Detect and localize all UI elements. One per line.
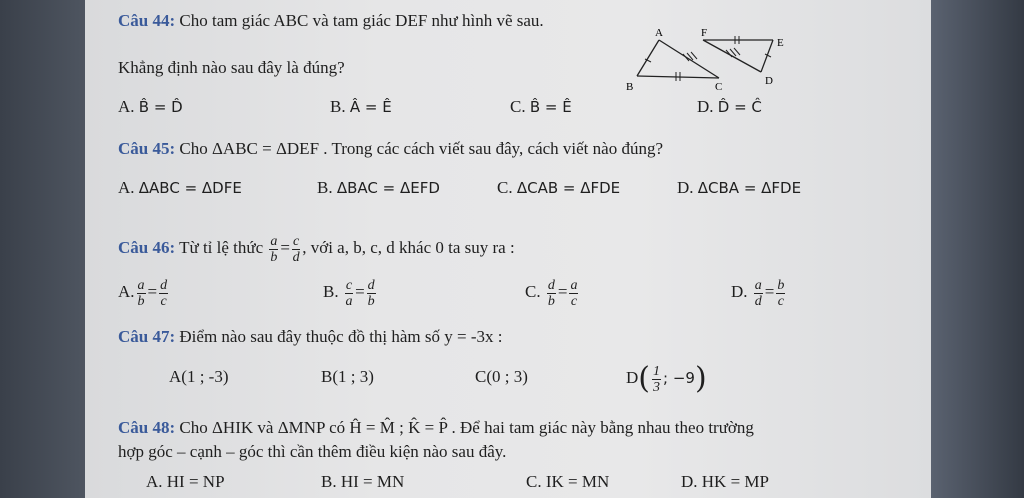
question-44-option-a[interactable]: A. B̂ = D̂ <box>118 97 183 116</box>
question-48 <box>118 418 754 438</box>
figure-label-f: F <box>701 27 708 39</box>
figure-label-e: E <box>777 37 784 49</box>
question-45-option-c[interactable]: C. ΔCAB = ΔFDE <box>497 178 621 197</box>
question-number: Câu 45: <box>118 139 176 158</box>
question-47-option-b[interactable]: B(1 ; 3) <box>321 367 374 386</box>
question-45-option-d[interactable]: D. ΔCBA = ΔFDE <box>677 178 802 197</box>
question-text: Cho tam giác ABC và tam giác DEF như hình vẽ sau. <box>175 11 544 30</box>
question-46-option-b[interactable]: B. $\frac{c}{a}$ = $\frac{d}{b}$ <box>323 277 375 309</box>
question-44 <box>118 11 544 31</box>
question-text: Điểm nào sau đây thuộc đồ thị hàm số y = -3x : <box>175 327 503 346</box>
question-48-option-d[interactable]: D. HK = MP <box>681 472 769 491</box>
worksheet-page <box>85 0 931 498</box>
question-46: Câu 46: Từ tỉ lệ thức $\frac{a}{b}$ = $\frac{c}{d}$ , với a, b, c, d khác 0 ta suy ra : <box>118 233 515 265</box>
question-number: Câu 48: <box>118 418 176 437</box>
question-45-option-a[interactable]: A. ΔABC = ΔDFE <box>118 178 242 197</box>
question-45 <box>118 139 663 159</box>
triangles-figure <box>623 26 809 98</box>
question-44-prompt: Khẳng định nào sau đây là đúng? <box>118 58 345 77</box>
fraction: $\frac{a}{b}$ <box>270 233 278 265</box>
question-44-option-c[interactable]: C. B̂ = Ê <box>510 97 572 116</box>
figure-label-a: A <box>655 27 663 39</box>
figure-label-b: B <box>626 81 634 93</box>
question-44-option-b[interactable]: B. Â = Ê <box>330 97 392 116</box>
question-text: Cho ΔABC = ΔDEF . Trong các cách viết sau đây, cách viết nào đúng? <box>175 139 663 158</box>
fraction: $\frac{c}{d}$ <box>292 233 300 265</box>
question-48-option-a[interactable]: A. HI = NP <box>146 472 225 491</box>
question-44-option-d[interactable]: D. D̂ = Ĉ <box>697 97 762 116</box>
question-46-option-d[interactable]: D. $\frac{a}{d}$ = $\frac{b}{c}$ <box>731 277 785 309</box>
question-48-option-c[interactable]: C. IK = MN <box>526 472 610 491</box>
question-46-option-a[interactable]: A. $\frac{a}{b}$ = $\frac{d}{c}$ <box>118 277 168 309</box>
figure-label-d: D <box>765 75 773 87</box>
question-number: Câu 44: <box>118 11 176 30</box>
question-number: Câu 47: <box>118 327 176 346</box>
background-left <box>0 0 85 498</box>
question-47-option-c[interactable]: C(0 ; 3) <box>475 367 528 386</box>
question-text: Cho ΔHIK và ΔMNP có Ĥ = M̂ ; K̂ = P̂ . Để hai tam giác này bằng nhau theo trường <box>175 418 754 437</box>
figure-label-c: C <box>715 81 723 93</box>
question-number: Câu 46: <box>118 238 176 257</box>
question-46-option-c[interactable]: C. $\frac{d}{b}$ = $\frac{a}{c}$ <box>525 277 578 309</box>
question-48-text-line-2: hợp góc – cạnh – góc thì cần thêm điều kiện nào sau đây. <box>118 442 507 461</box>
question-47-option-a[interactable]: A(1 ; -3) <box>169 367 229 386</box>
question-47-option-d[interactable]: D( $\frac{1}{3}$ ; −9) <box>626 361 707 397</box>
question-48-option-b[interactable]: B. HI = MN <box>321 472 405 491</box>
question-47 <box>118 327 503 347</box>
question-45-option-b[interactable]: B. ΔBAC = ΔEFD <box>317 178 440 197</box>
background-right <box>931 0 1024 498</box>
